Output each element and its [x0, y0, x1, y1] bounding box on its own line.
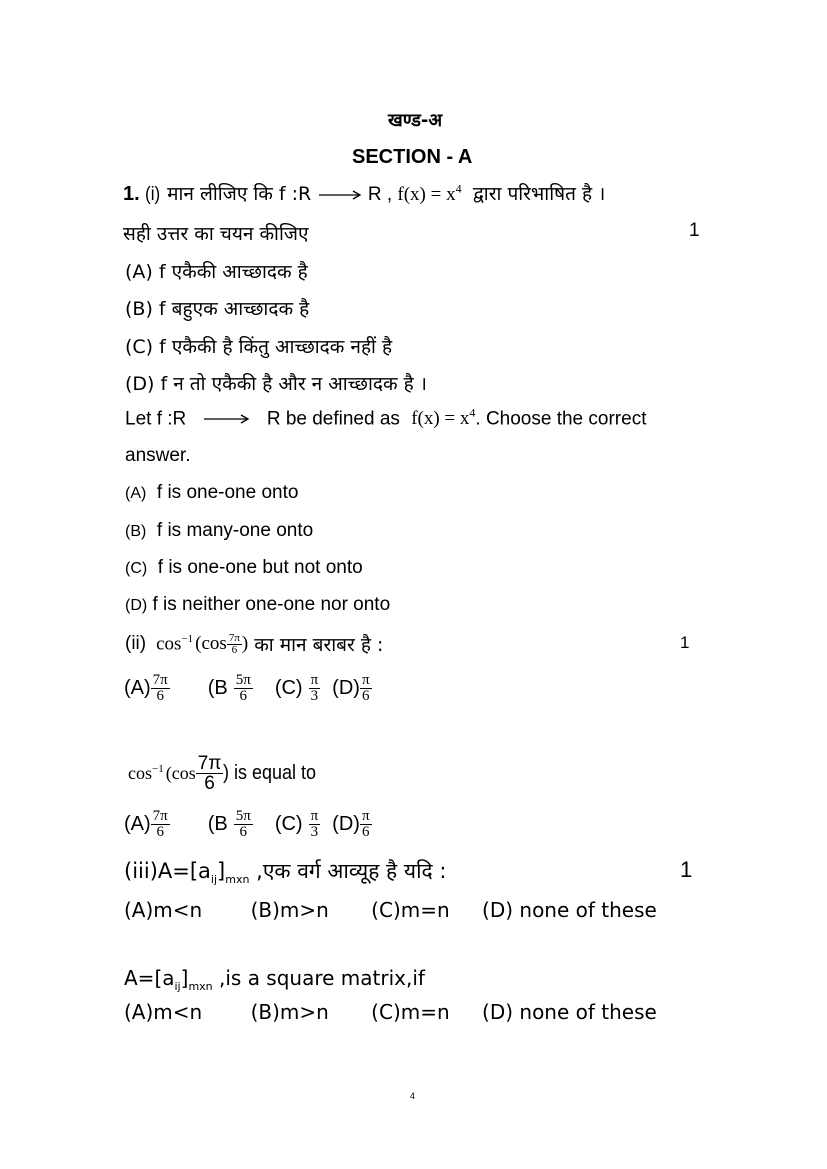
numerator: 5π	[235, 807, 251, 824]
option-a: (A)m<n	[124, 1000, 203, 1024]
numerator: 7π	[152, 671, 168, 688]
q2-options-hindi	[124, 664, 372, 712]
subscript-mxn: mxn	[225, 873, 250, 887]
q1-hindi-option-a: (A) f एकैकी आच्छादक है	[125, 261, 308, 283]
option-text: f is one-one but not onto	[157, 557, 363, 578]
q2-marks: 1	[680, 633, 690, 652]
part-label: (ii)	[125, 633, 147, 654]
q3-marks: 1	[680, 857, 693, 882]
numerator: π	[361, 671, 370, 688]
numerator: 7π	[152, 807, 168, 824]
option-label: (A)	[125, 485, 147, 502]
q3-line-english	[124, 966, 425, 993]
page-number: 4	[410, 1091, 416, 1101]
cos-inverse: cos	[156, 633, 182, 655]
option-label: (B	[207, 812, 228, 835]
numerator: π	[361, 807, 370, 824]
option-a: (A)m<n	[124, 898, 203, 922]
option-fraction	[309, 673, 321, 704]
denominator: 6	[231, 643, 238, 656]
q1-en-answer: answer.	[125, 445, 191, 466]
option-label: (B)	[125, 523, 147, 540]
q1-en-option-d	[125, 594, 390, 616]
inner-cos: (cos	[165, 762, 196, 783]
q3-english-tail: ,is a square matrix,if	[219, 966, 425, 990]
cos-inverse: cos	[128, 762, 152, 783]
option-text: f is neither one-one nor onto	[152, 594, 391, 615]
numerator: π	[310, 807, 319, 824]
option-d: (D) none of these	[482, 898, 657, 922]
exponent-en: 4	[469, 406, 476, 420]
option-c: (C)m=n	[371, 1000, 450, 1024]
bracket: ]	[217, 859, 226, 883]
option-fraction	[234, 673, 253, 704]
q1-hindi-defined: द्वारा परिभाषित है ।	[472, 183, 606, 205]
maps-to-arrow-icon	[202, 413, 252, 425]
exponent: 4	[455, 181, 462, 196]
function-def-en: f(x) = x	[411, 408, 470, 430]
codomain: R ,	[367, 184, 393, 205]
q1-line-hindi	[123, 180, 605, 208]
option-text: f is many-one onto	[156, 520, 314, 541]
q1-en-let: Let f :R	[125, 408, 187, 430]
q1-marks: 1	[689, 220, 700, 241]
q1-en-option-b	[125, 520, 313, 542]
option-label: (D)	[332, 812, 360, 835]
q2-hindi-tail: का मान बराबर है :	[254, 634, 384, 656]
section-title-english: SECTION - A	[352, 146, 473, 168]
option-label: (C)	[274, 676, 303, 699]
option-c: (C)m=n	[371, 898, 450, 922]
denominator: 6	[156, 823, 164, 840]
function-def: f(x) = x	[397, 184, 456, 205]
q1-en-option-a	[125, 482, 298, 504]
maps-to-arrow-icon	[317, 189, 363, 201]
q3-line-hindi	[124, 857, 446, 886]
fraction	[196, 754, 224, 793]
inverse-sup: −1	[152, 762, 164, 775]
option-label: (C)	[125, 560, 148, 577]
q2-english-tail: ) is equal to	[223, 761, 317, 784]
option-b: (B)m>n	[250, 898, 329, 922]
q1-en-option-c	[125, 557, 363, 579]
q1-en-rest: R be defined as	[266, 408, 400, 430]
q2-options-english	[124, 800, 372, 848]
q1-hindi-option-d: (D) f न तो एकैकी है और न आच्छादक है ।	[125, 373, 427, 395]
option-label: (A)	[124, 676, 151, 699]
question-number: 1.	[123, 183, 140, 205]
q3-options-hindi	[124, 898, 657, 922]
part-label: (i)	[144, 184, 161, 205]
option-fraction	[309, 809, 321, 840]
option-fraction	[360, 673, 372, 704]
q1-line-english	[125, 406, 646, 430]
q3-hindi-tail: ,एक वर्ग आव्यूह है यदि :	[256, 859, 447, 883]
option-fraction	[360, 809, 372, 840]
q1-hindi-option-c: (C) f एकैकी है किंतु आच्छादक नहीं है	[125, 336, 393, 358]
denominator: 3	[310, 823, 319, 840]
option-d: (D) none of these	[482, 1000, 657, 1024]
numerator: 7π	[228, 631, 240, 644]
q1-en-choose: . Choose the correct	[475, 408, 647, 430]
subscript-ij: ij	[210, 873, 218, 887]
option-label: (C)	[274, 812, 303, 835]
inverse-sup: −1	[181, 632, 194, 645]
denominator: 6	[239, 687, 248, 704]
q2-line-english	[128, 745, 327, 801]
option-label: (D)	[332, 676, 360, 699]
q1-hindi-intro: मान लीजिए कि f :R	[167, 183, 312, 205]
fraction	[227, 633, 242, 656]
q3-options-english	[124, 1000, 657, 1024]
q1-hindi-option-b: (B) f बहुएक आच्छादक है	[125, 298, 310, 320]
denominator: 6	[156, 687, 164, 704]
denominator: 6	[239, 823, 248, 840]
option-fraction	[234, 809, 253, 840]
subscript-mxn: mxn	[188, 980, 213, 993]
option-label: (D)	[125, 597, 148, 614]
numerator: π	[310, 671, 319, 688]
part-label: (iii)	[124, 859, 158, 883]
subscript-ij: ij	[174, 980, 181, 993]
option-fraction	[151, 673, 170, 704]
numerator: 5π	[235, 671, 251, 688]
option-label: (B	[207, 676, 228, 699]
close-paren: )	[241, 633, 249, 654]
option-text: f is one-one onto	[156, 482, 299, 503]
denominator: 3	[310, 687, 319, 704]
q2-line-hindi	[125, 623, 383, 665]
inner-cos: (cos	[195, 633, 227, 654]
option-fraction	[151, 809, 170, 840]
q1-hindi-choose: सही उत्तर का चयन कीजिए	[123, 223, 309, 245]
numerator: 7π	[197, 752, 222, 774]
matrix-a: A=[a	[157, 859, 211, 883]
denominator: 6	[361, 687, 370, 704]
option-label: (A)	[124, 812, 151, 835]
matrix-a: A=[a	[124, 966, 175, 990]
denominator: 6	[361, 823, 370, 840]
section-title-hindi: खण्ड-अ	[388, 110, 443, 131]
denominator: 6	[204, 772, 215, 794]
bracket: ]	[180, 966, 189, 990]
option-b: (B)m>n	[250, 1000, 329, 1024]
